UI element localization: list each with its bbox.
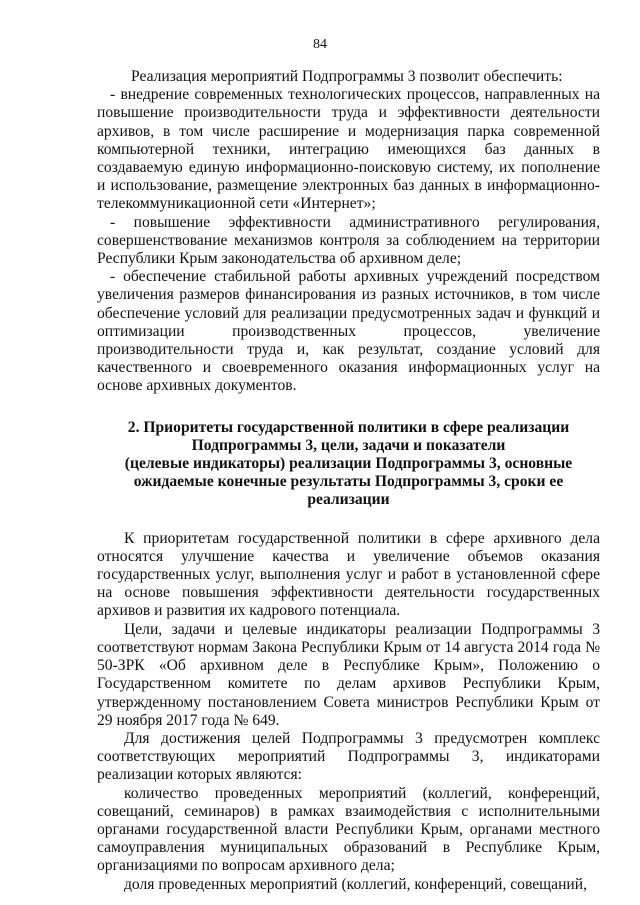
body-paragraph: Цели, задачи и целевые индикаторы реализации Подпрограммы 3 соответствуют нормам Закона Республики Крым от 14 августа 2014 года № 50-ЗРК «Об архивном деле в Республике Крым», Положению о Государственном комитете по делам архивов Республики Крым, утвержденному постановлением Совета министров Республики Крым от 29 ноября 2017 года № 649. xyxy=(97,620,600,729)
bullet-item: - повышение эффективности административного регулирования, совершенствование механизмов контроля за соблюдением на территории Республики Крым законодательства об архивном деле; xyxy=(97,213,600,268)
body-paragraph: Для достижения целей Подпрограммы 3 предусмотрен комплекс соответствующих мероприятий Подпрограммы 3, индикаторами реализации которых являются: xyxy=(97,729,600,784)
spacer xyxy=(97,510,600,530)
section-heading-line: ожидаемые конечные результаты Подпрограммы 3, сроки ее реализации xyxy=(133,473,564,509)
body-paragraph: доля проведенных мероприятий (коллегий, конференций, совещаний, xyxy=(124,875,588,893)
section-heading-line: 2. Приоритеты государственной политики в сфере реализации xyxy=(127,418,570,436)
section-heading xyxy=(97,419,600,510)
document-body xyxy=(97,68,600,894)
section-heading-line: Подпрограммы 3, цели, задачи и показатели xyxy=(191,436,506,454)
body-paragraph: К приоритетам государственной политики в сфере архивного дела относятся улучшение качества и увеличение объемов оказания государственных услуг, выполнения услуг и работ в установленной сфере на основе повышения эффективности деятельности государственных архивов и развития их кадрового потенциала. xyxy=(97,529,600,620)
bullet-item: - обеспечение стабильной работы архивных учреждений посредством увеличения размеров финансирования из разных источников, в том числе обеспечение условий для реализации предусмотренных задач и функций и оптимизации производственных процессов, увеличение производительности труда и, как результат, создание условий для качественного и своевременного оказания информационных услуг на основе архивных документов. xyxy=(97,268,600,395)
intro-paragraph: Реализация мероприятий Подпрограммы 3 позволит обеспечить: xyxy=(131,68,563,85)
bullet-item: - внедрение современных технологических процессов, направленных на повышение производительности труда и эффективности деятельности архивов, в том числе расширение и модернизация парка современной компьютерной техники, интеграцию имеющихся баз данных в создаваемую единую информационно-поисковую систему, их пополнение и использование, размещение электронных баз данных в информационно-телекоммуникационной сети «Интернет»; xyxy=(97,86,600,213)
section-heading-line: (целевые индикаторы) реализации Подпрограммы 3, основные xyxy=(124,455,573,473)
page-number: 84 xyxy=(313,37,327,52)
body-paragraph: количество проведенных мероприятий (коллегий, конференций, совещаний, семинаров) в рамках взаимодействия с исполнительными органами государственной власти Республики Крым, органами местного самоуправления муниципальных образований в Республике Крым, организациями по вопросам архивного дела; xyxy=(97,784,600,875)
